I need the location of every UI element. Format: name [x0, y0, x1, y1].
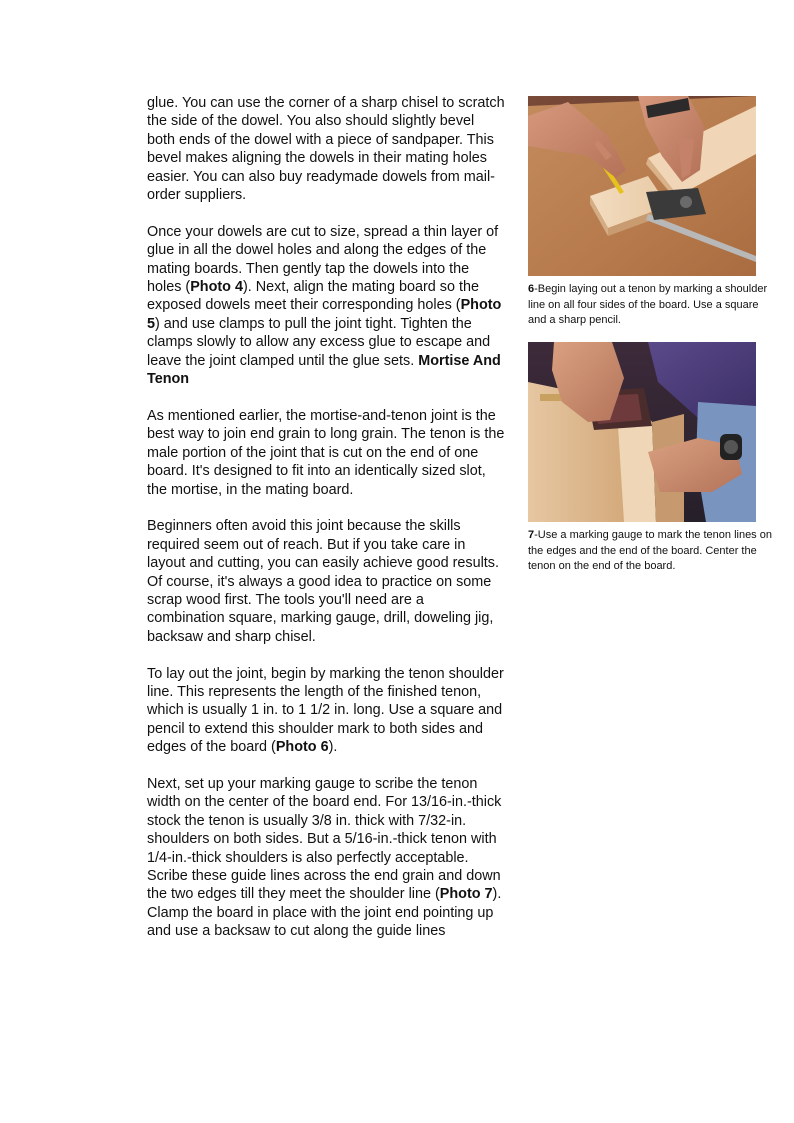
photo-ref: Photo 7	[439, 886, 493, 903]
figure-7-caption: 7-Use a marking gauge to mark the tenon lines on the edges and the end of the board. Center the tenon on the end of the board.	[528, 529, 772, 572]
photo-ref: Photo 5	[147, 297, 502, 332]
figure-number: 6	[528, 283, 535, 295]
paragraph-3: As mentioned earlier, the mortise-and-tenon joint is the best way to join end grain to long grain. The tenon is the male portion of the joint that is cut on the end of one board. It's designed to fit into an identically sized slot, the mortise, in the mating board.	[147, 407, 505, 498]
figure-6	[528, 96, 774, 329]
paragraph-5: To lay out the joint, begin by marking the tenon shoulder line. This represents the length of the finished tenon, which is usually 1 in. to 1 1/2 in. long. Use a square and pencil to extend this shoulder mark to both sides and edges of the board (Photo 6).	[147, 665, 504, 756]
paragraph-6: Next, set up your marking gauge to scribe the tenon width on the center of the board end. For 13/16-in.-thick stock the tenon is usually 3/8 in. thick with 7/32-in. shoulders on both sides. But a 5/16-in.-thick tenon with 1/4-in.-thick shoulders is also perfectly acceptable. Scribe these guide lines across the end grain and down the two edges till they meet the shoulder line (Photo 7). Clamp the board in place with the joint end pointing up and use a backsaw to cut along the guide lines	[147, 775, 502, 940]
paragraph-4: Beginners often avoid this joint because the skills required seem out of reach. But if you take care in layout and cutting, you can easily achieve good results. Of course, it's always a good idea to practice on some scrap wood first. The tools you'll need are a combination square, marking gauge, drill, doweling jig, backsaw and sharp chisel.	[147, 518, 499, 645]
figure-7	[528, 342, 774, 575]
paragraph-1: glue. You can use the corner of a sharp chisel to scratch the side of the dowel. You also should slightly bevel both ends of the dowel with a piece of sandpaper. This bevel makes aligning the dowels in their mating holes easier. You can also buy readymade dowels from mail-order suppliers.	[147, 95, 505, 204]
photo-ref: Photo 4	[190, 279, 243, 296]
photo-7-marking-gauge	[528, 342, 756, 522]
figure-number: 7	[528, 529, 535, 541]
article-body	[147, 94, 505, 959]
figure-6-caption: 6-Begin laying out a tenon by marking a shoulder line on all four sides of the board. Use a square and a sharp pencil.	[528, 283, 768, 326]
paragraph-2: Once your dowels are cut to size, spread a thin layer of glue in all the dowel holes and along the edges of the mating boards. Then gently tap the dowels into the holes (Photo 4). Next, align the mating board so the exposed dowels meet their corresponding holes (Photo 5) and use clamps to pull the joint tight. Tighten the clamps slowly to allow any excess glue to escape and leave the joint clamped until the glue sets. Mortise And Tenon	[147, 223, 502, 388]
photo-ref: Photo 6	[275, 739, 329, 756]
section-heading: Mortise And Tenon	[147, 352, 501, 388]
photo-6-tenon-shoulder-marking	[528, 96, 756, 276]
